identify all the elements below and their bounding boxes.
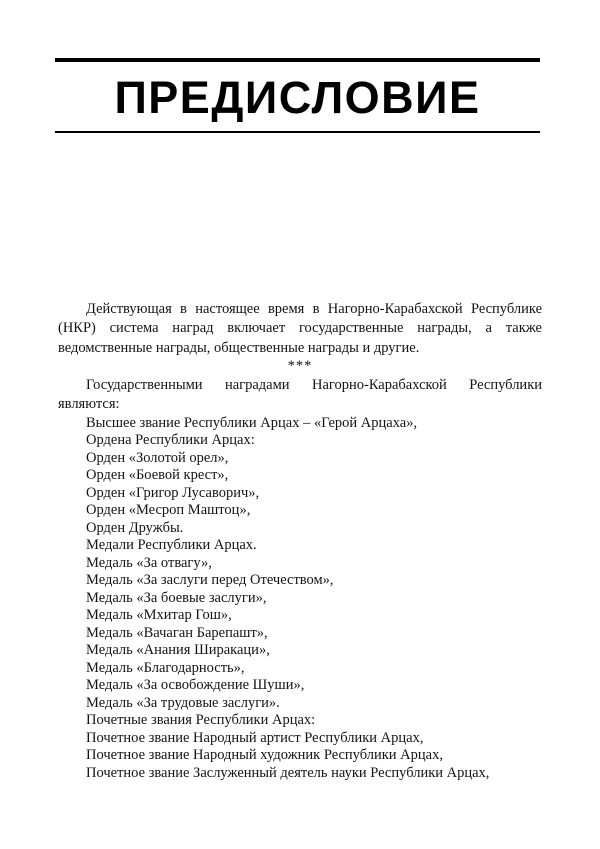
list-item: Медаль «За заслуги перед Отечеством», xyxy=(86,572,334,589)
list-item: Почетные звания Республики Арцах: xyxy=(86,712,316,729)
page-title: ПРЕДИСЛОВИЕ xyxy=(114,72,481,123)
list-item: Почетное звание Народный художник Республики Арцах, xyxy=(86,747,443,764)
section-separator: *** xyxy=(287,358,313,375)
list-item: Ордена Республики Арцах: xyxy=(86,432,255,449)
intro-paragraph: Действующая в настоящее время в Нагорно-Карабахской Республике (НКР) система наград включает государственные награды, а также ведомственные награды, общественные награды и другие. xyxy=(58,301,542,356)
list-item: Орден «Золотой орел», xyxy=(86,449,229,466)
list-item: Почетное звание Народный артист Республики Арцах, xyxy=(86,729,424,746)
list-item: Медаль «За боевые заслуги», xyxy=(86,589,267,606)
awards-list xyxy=(58,415,542,783)
list-item: Высшее звание Республики Арцах – «Герой Арцаха», xyxy=(86,414,418,431)
list-item: Медали Республики Арцах. xyxy=(86,537,257,554)
list-item: Орден «Боевой крест», xyxy=(86,467,229,484)
state-awards-paragraph: Государственными наградами Нагорно-Карабахской Республики являются: xyxy=(58,376,542,413)
heading-rule-bottom xyxy=(55,131,540,133)
list-item: Медаль «Благодарность», xyxy=(86,659,245,676)
heading-block xyxy=(55,58,540,133)
list-item: Медаль «Анания Ширакаци», xyxy=(86,642,270,659)
list-item: Медаль «За трудовые заслуги». xyxy=(86,694,280,711)
list-item: Медаль «Мхитар Гош», xyxy=(86,607,232,624)
list-item: Медаль «Вачаган Барепашт», xyxy=(86,624,268,641)
list-item: Орден «Месроп Маштоц», xyxy=(86,502,251,519)
list-item: Орден «Григор Лусаворич», xyxy=(86,484,260,501)
list-item: Орден Дружбы. xyxy=(86,519,184,536)
list-item: Медаль «За освобождение Шуши», xyxy=(86,677,305,694)
list-item: Почетное звание Заслуженный деятель науки Республики Арцах, xyxy=(86,764,490,781)
list-item: Медаль «За отвагу», xyxy=(86,554,212,571)
body-text-block xyxy=(58,300,542,782)
